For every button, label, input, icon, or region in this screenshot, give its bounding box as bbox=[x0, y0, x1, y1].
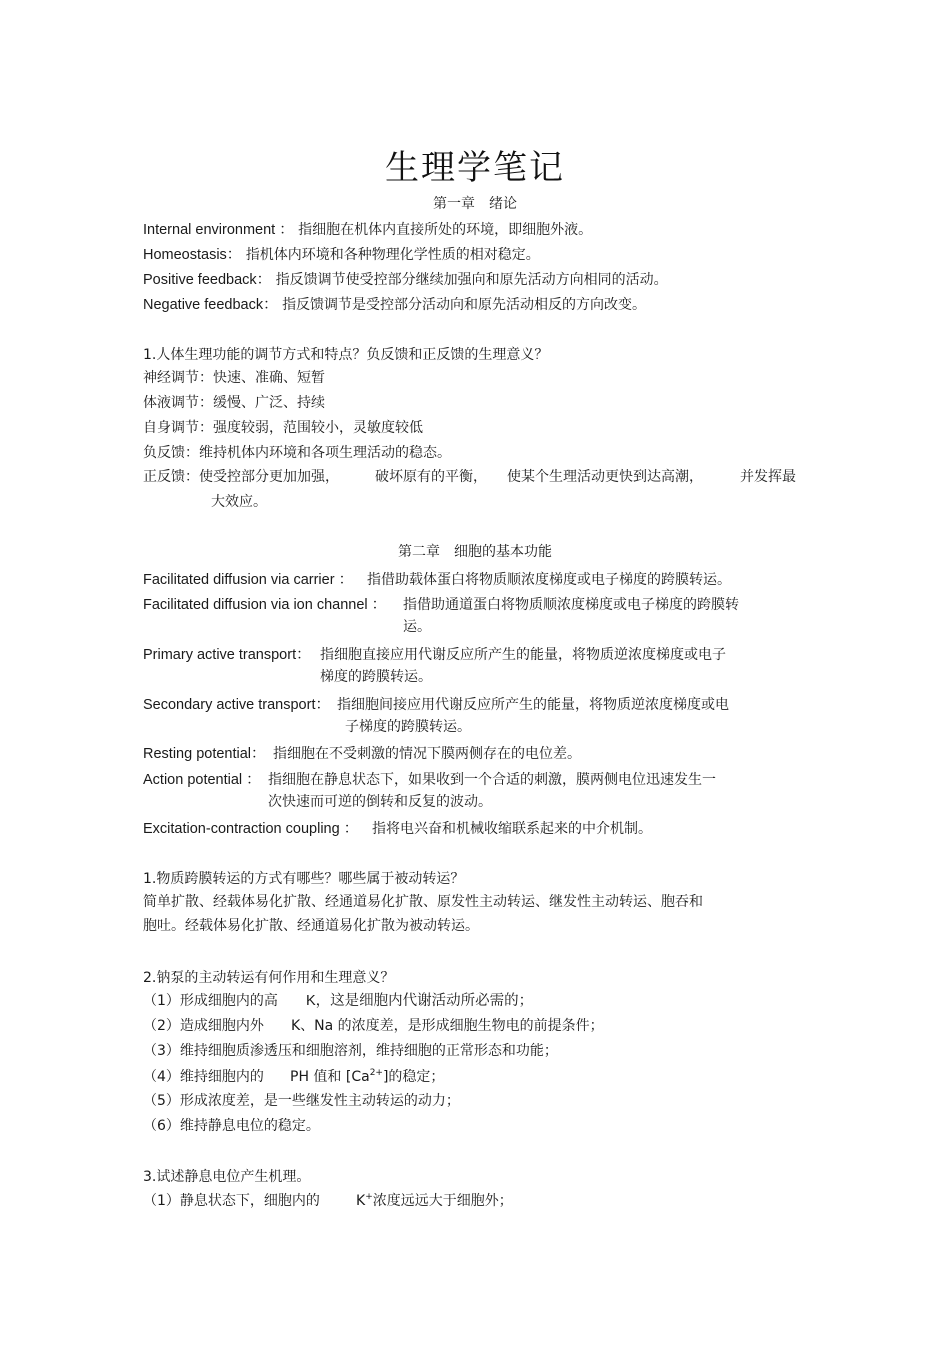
chapter1-heading: 第一章 绪论 bbox=[433, 196, 517, 212]
answer-item: （6）维持静息电位的稳定。 bbox=[143, 1118, 320, 1134]
ch2-definition bbox=[143, 744, 266, 764]
ch2-definition bbox=[143, 695, 330, 715]
ch1-definition bbox=[143, 295, 646, 315]
definition-term: Facilitated diffusion via carrier ： bbox=[143, 572, 354, 588]
chapter2-heading: 第二章 细胞的基本功能 bbox=[398, 544, 552, 560]
definition-term: Positive feedback： bbox=[143, 272, 272, 288]
definition-term: Excitation-contraction coupling ： bbox=[143, 821, 359, 837]
ch2-definition bbox=[143, 595, 386, 615]
answer-item-cont bbox=[290, 1067, 444, 1087]
answer-item: （1）静息状态下，细胞内的 bbox=[143, 1193, 320, 1209]
definition-term: Primary active transport： bbox=[143, 647, 311, 663]
answer-item-cont: K、Na 的浓度差，是形成细胞生物电的前提条件； bbox=[291, 1018, 604, 1034]
definition-term: Negative feedback： bbox=[143, 297, 278, 313]
answer-item: （4）维持细胞内的 bbox=[143, 1069, 264, 1085]
definition-text: 指细胞在不受刺激的情况下膜两侧存在的电位差。 bbox=[273, 746, 581, 762]
answer-item-cont: K，这是细胞内代谢活动所必需的； bbox=[306, 993, 534, 1009]
text-segment: 破坏原有的平衡， bbox=[375, 469, 487, 485]
definition-text: 运。 bbox=[403, 619, 431, 635]
answer-item: （5）形成浓度差，是一些继发性主动转运的动力； bbox=[143, 1093, 460, 1109]
definition-text: 指借助载体蛋白将物质顺浓度梯度或电子梯度的跨膜转运。 bbox=[367, 572, 731, 588]
definition-text: 指机体内环境和各种物理化学性质的相对稳定。 bbox=[245, 247, 540, 263]
definition-text: 指将电兴奋和机械收缩联系起来的中介机制。 bbox=[372, 821, 652, 837]
ch2-definition bbox=[143, 819, 358, 839]
definition-term: Resting potential： bbox=[143, 746, 266, 762]
definition-text: 指细胞直接应用代谢反应所产生的能量，将物质逆浓度梯度或电子 bbox=[320, 647, 726, 663]
definition-text: 子梯度的跨膜转运。 bbox=[345, 719, 471, 735]
definition-text: 梯度的跨膜转运。 bbox=[320, 669, 432, 685]
ch2-definition bbox=[143, 770, 261, 790]
ch2-question-3: 3.试述静息电位产生机理。 bbox=[143, 1169, 311, 1185]
text-segment: PH 值和 [Ca bbox=[290, 1069, 370, 1085]
superscript: 2+ bbox=[369, 1068, 383, 1078]
definition-text: 指反馈调节是受控部分活动向和原先活动相反的方向改变。 bbox=[282, 297, 647, 313]
positive-feedback-line bbox=[143, 467, 339, 487]
regulation-item: 体液调节：缓慢、广泛、持续 bbox=[143, 395, 325, 411]
definition-term: Action potential ： bbox=[143, 772, 261, 788]
definition-text: 指细胞在机体内直接所处的环境，即细胞外液。 bbox=[298, 222, 593, 238]
definition-term: Facilitated diffusion via ion channel ： bbox=[143, 597, 387, 613]
text-segment: 使某个生理活动更快到达高潮， bbox=[507, 469, 703, 485]
ch2-definition bbox=[143, 570, 353, 590]
ch2-definition bbox=[143, 645, 311, 665]
ch2-question-1: 1.物质跨膜转运的方式有哪些？哪些属于被动转运？ bbox=[143, 871, 465, 887]
answer-item: （3）维持细胞质渗透压和细胞溶剂，维持细胞的正常形态和功能； bbox=[143, 1043, 558, 1059]
definition-text: 指细胞在静息状态下，如果收到一个合适的刺激，膜两侧电位迅速发生一 bbox=[268, 772, 716, 788]
definition-term: Homeostasis： bbox=[143, 247, 242, 263]
page-title: 生理学笔记 bbox=[385, 148, 565, 188]
definition-text: 指反馈调节使受控部分继续加强向和原先活动方向相同的活动。 bbox=[275, 272, 668, 288]
regulation-item: 神经调节：快速、准确、短暂 bbox=[143, 370, 325, 386]
text-segment: 并发挥最 bbox=[740, 469, 796, 485]
superscript: + bbox=[365, 1192, 373, 1202]
text-segment: ]的稳定； bbox=[382, 1069, 445, 1085]
answer-item-cont bbox=[356, 1191, 513, 1211]
answer-item: （2）造成细胞内外 bbox=[143, 1018, 264, 1034]
regulation-item: 自身调节：强度较弱，范围较小，灵敏度较低 bbox=[143, 420, 423, 436]
answer-item: （1）形成细胞内的高 bbox=[143, 993, 278, 1009]
definition-text: 次快速而可逆的倒转和反复的波动。 bbox=[268, 794, 492, 810]
text-segment: 浓度远远大于细胞外； bbox=[372, 1193, 513, 1209]
text-segment: 正反馈：使受控部分更加加强， bbox=[143, 469, 339, 485]
answer-line: 胞吐。经载体易化扩散、经通道易化扩散为被动转运。 bbox=[143, 918, 479, 934]
text-segment: 大效应。 bbox=[211, 494, 267, 510]
definition-term: Internal environment ： bbox=[143, 222, 294, 238]
ch2-question-2: 2.钠泵的主动转运有何作用和生理意义？ bbox=[143, 970, 395, 986]
ch1-definition bbox=[143, 245, 540, 265]
definition-text: 指借助通道蛋白将物质顺浓度梯度或电子梯度的跨膜转 bbox=[403, 597, 739, 613]
text-segment: K bbox=[356, 1193, 366, 1209]
definition-text: 指细胞间接应用代谢反应所产生的能量，将物质逆浓度梯度或电 bbox=[337, 697, 729, 713]
answer-line: 简单扩散、经载体易化扩散、经通道易化扩散、原发性主动转运、继发性主动转运、胞吞和 bbox=[143, 894, 703, 910]
ch1-definition bbox=[143, 270, 668, 290]
ch1-question-1: 1.人体生理功能的调节方式和特点？负反馈和正反馈的生理意义？ bbox=[143, 347, 549, 363]
definition-term: Secondary active transport： bbox=[143, 697, 330, 713]
regulation-item: 负反馈：维持机体内环境和各项生理活动的稳态。 bbox=[143, 445, 451, 461]
ch1-definition bbox=[143, 220, 592, 240]
